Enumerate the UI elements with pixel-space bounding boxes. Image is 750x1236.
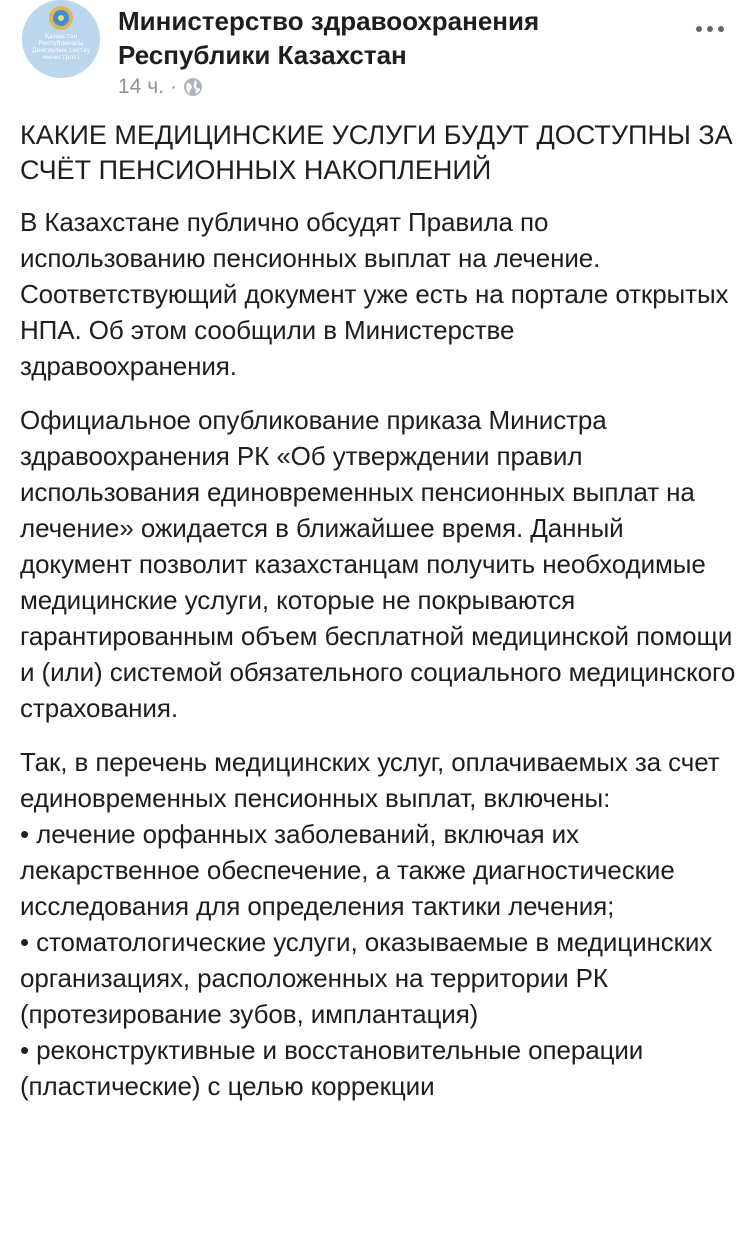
svg-text:Қазақстан: Қазақстан — [44, 33, 78, 40]
svg-text:Республикасы: Республикасы — [38, 40, 84, 47]
post-paragraph-3: Так, в перечень медицинских услуг, оплачиваемых за счет единовременных пенсионных выплат, включены: — [20, 747, 720, 813]
page-name[interactable]: Министерство здравоохранения Республики Казахстан — [118, 6, 540, 70]
svg-text:Денсаулық сақтау: Денсаулық сақтау — [31, 47, 91, 54]
svg-text:министрлігі: министрлігі — [42, 54, 80, 61]
bullet-item: • стоматологические услуги, оказываемые в медицинских организациях, расположенных на территории РК (протезирование зубов, имплантация) — [20, 927, 713, 1029]
post-title: КАКИЕ МЕДИЦИНСКИЕ УСЛУГИ БУДУТ ДОСТУПНЫ ЗА СЧЁТ ПЕНСИОННЫХ НАКОПЛЕНИЙ — [20, 120, 733, 185]
post-meta — [118, 74, 203, 100]
post-text — [20, 118, 736, 1104]
post-paragraph-2: Официальное опубликование приказа Министра здравоохранения РК «Об утверждении правил использования единовременных пенсионных выплат на лечение» ожидается в ближайшее время. Данный документ позволит казахстанцам получить необходимые медицинские услуги, которые не покрываются гарантированным объем бесплатной медицинской помощи и (или) системой обязательного социального медицинского страхования. — [20, 405, 736, 723]
post-timestamp[interactable]: 14 ч. — [118, 75, 164, 98]
globe-icon — [183, 77, 203, 97]
post-header — [0, 0, 750, 110]
page-avatar[interactable] — [22, 0, 100, 78]
ministry-emblem-icon — [22, 0, 100, 78]
more-horizontal-icon — [692, 14, 728, 44]
bullet-item: • реконструктивные и восстановительные операции (пластические) с целью коррекции — [20, 1035, 644, 1101]
bullet-item: • лечение орфанных заболеваний, включая их лекарственное обеспечение, а также диагностические исследования для определения тактики лечения; — [20, 819, 675, 921]
more-options-button[interactable] — [692, 14, 728, 44]
post-paragraph-1: В Казахстане публично обсудят Правила по использованию пенсионных выплат на лечение. Соответствующий документ уже есть на портале открытых НПА. Об этом сообщили в Министерстве здравоохранения. — [20, 207, 729, 381]
meta-separator: · — [169, 75, 177, 98]
